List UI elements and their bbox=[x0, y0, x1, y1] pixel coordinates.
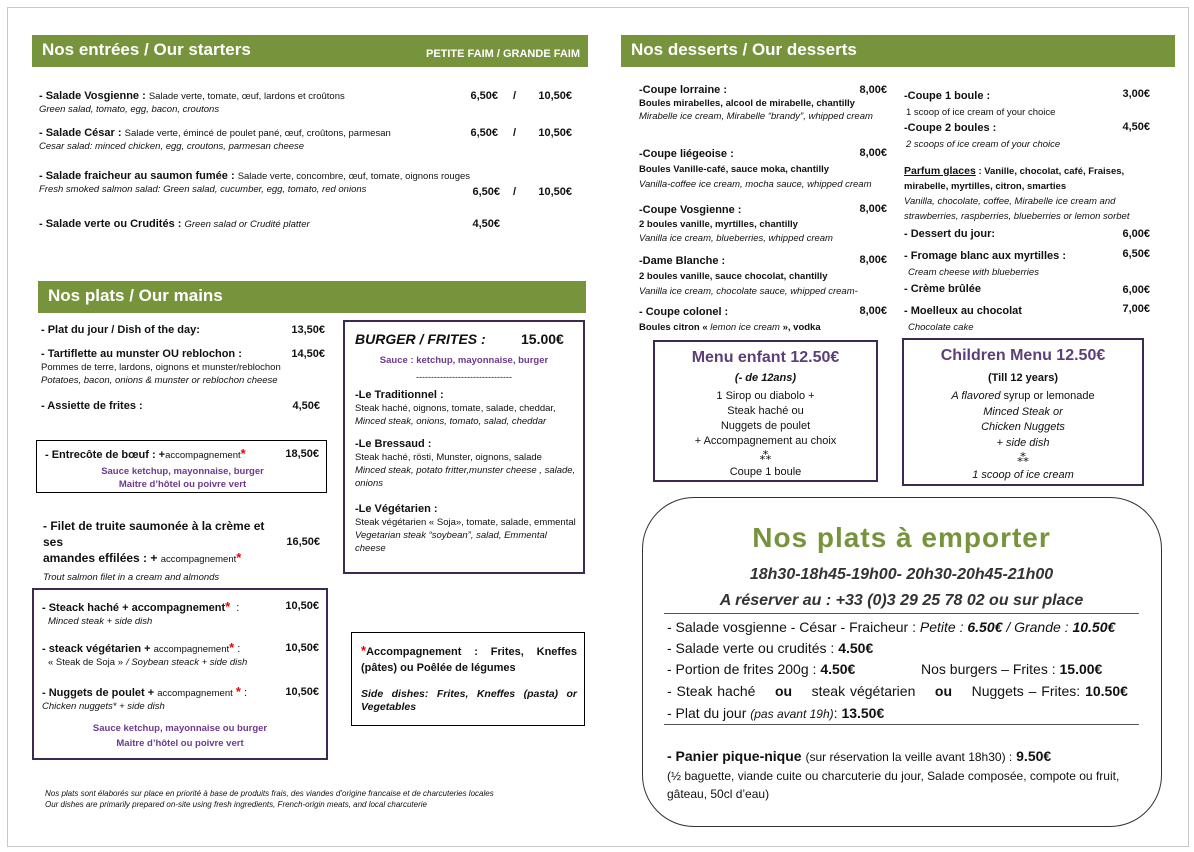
dessert-coupe-boules: -Coupe 2 boules : 2 scoops of ice cream of your choice bbox=[904, 122, 1061, 150]
burger-price: 15.00€ bbox=[521, 331, 564, 347]
dessert-price: 8,00€ bbox=[859, 254, 887, 266]
price-separator: / bbox=[512, 127, 516, 139]
dessert-price: 3,00€ bbox=[1122, 88, 1150, 100]
creme-brulee: - Crème brûlée bbox=[904, 283, 982, 295]
entrecote-sauce: Sauce ketchup, mayonnaise, burger bbox=[101, 466, 264, 477]
tartiflette-price: 14,50€ bbox=[291, 348, 325, 360]
starter-item: - Salade verte ou Crudités : Green salad or Crudité platter bbox=[39, 218, 310, 230]
starters-title: Nos entrées / Our starters bbox=[42, 40, 251, 59]
entrecote-box bbox=[36, 440, 327, 493]
takeaway-reserve: A réserver au : +33 (0)3 29 25 78 02 ou sur place bbox=[719, 592, 1084, 609]
starter-price-grande: 10,50€ bbox=[538, 127, 572, 139]
dessert-price: 4,50€ bbox=[1122, 121, 1150, 133]
takeaway-salades: - Salade vosgienne - César - Fraicheur : Petite : 6.50€ / Grande : 10.50€ bbox=[667, 619, 1116, 635]
takeaway-burgers: Nos burgers – Frites : 15.00€ bbox=[921, 661, 1103, 677]
children-menu-title: Children Menu 12.50€ bbox=[940, 347, 1106, 364]
starter-item: - Salade César : Salade verte, émincé de poulet pané, œuf, croûtons, parmesan Cesar salad: minced chicken, egg, croutons, parmesan cheese bbox=[39, 127, 391, 152]
menu-enfant-box bbox=[653, 340, 878, 482]
accompagnement-box bbox=[351, 632, 585, 726]
assiette-frites-price: 4,50€ bbox=[292, 400, 320, 412]
divider bbox=[664, 613, 1139, 614]
dessert-price: 8,00€ bbox=[859, 203, 887, 215]
children-menu-lines: A flavored syrup or lemonade Minced Steak or Chicken Nuggets + side dish ⁂ 1 scoop of ice cream bbox=[951, 390, 1095, 481]
burger-vegetarien: -Le Végétarien : Steak végétarien « Soja», tomate, salade, emmental Vegetarian steak “soybean”, salad, Emmental cheese bbox=[355, 503, 576, 554]
mains-title: Nos plats / Our mains bbox=[48, 286, 223, 305]
desserts-title: Nos desserts / Our desserts bbox=[631, 40, 857, 59]
takeaway-crudites: - Salade verte ou crudités : 4.50€ bbox=[667, 640, 874, 656]
burger-box bbox=[343, 320, 585, 574]
dessert-price: 6,00€ bbox=[1122, 284, 1150, 296]
steak-box bbox=[32, 588, 328, 760]
starter-price-petite: 6,50€ bbox=[470, 127, 498, 139]
entrecote-price: 18,50€ bbox=[285, 448, 319, 460]
dessert-item: -Dame Blanche : 2 boules vanille, sauce chocolat, chantilly Vanilla ice cream, chocolate sauce, whipped cream- bbox=[639, 255, 858, 297]
burger-bressaud: -Le Bressaud : Steak haché, rösti, Munster, oignons, salade Minced steak, potato fritter,munster cheese , salade, onions bbox=[355, 438, 576, 489]
starter-item: - Salade fraicheur au saumon fumée : Salade verte, concombre, œuf, tomate, oignons rouges Fresh smoked salmon salad: Green salad, cucumber, egg, tomato, red onions bbox=[39, 170, 471, 195]
footer-note: Nos plats sont élaborés sur place en priorité à base de produits frais, des viandes d’origine francaise et de charcuteries locales Our dishes are primarily prepared on-site using fresh ingredients, French-origin meats, and local charcuterie bbox=[45, 789, 494, 809]
fromage-blanc: - Fromage blanc aux myrtilles : Cream cheese with blueberries bbox=[904, 250, 1066, 278]
starters-header bbox=[32, 35, 588, 67]
takeaway-panel bbox=[642, 497, 1162, 827]
dessert-du-jour: - Dessert du jour: bbox=[904, 228, 996, 240]
dessert-coupe-boule: -Coupe 1 boule : 1 scoop of ice cream of your choice bbox=[904, 90, 1056, 118]
starter-price: 4,50€ bbox=[472, 218, 500, 230]
dessert-price: 8,00€ bbox=[859, 305, 887, 317]
divider: -------------------------------- bbox=[416, 372, 512, 382]
takeaway-panier: - Panier pique-nique (sur réservation la veille avant 18h30) : 9.50€ bbox=[667, 748, 1052, 764]
mains-header bbox=[38, 281, 586, 313]
starter-price-petite: 6,50€ bbox=[472, 186, 500, 198]
dessert-item: -Coupe Vosgienne : 2 boules vanille, myrtilles, chantilly Vanilla ice cream, blueberries, whipped cream bbox=[639, 204, 833, 244]
takeaway-title: Nos plats à emporter bbox=[752, 522, 1051, 553]
takeaway-times: 18h30-18h45-19h00- 20h30-20h45-21h00 bbox=[749, 566, 1054, 583]
steak-box-sauce: Sauce ketchup, mayonnaise ou burger bbox=[92, 723, 268, 734]
dessert-item: -Coupe lorraine : Boules mirabelles, alcool de mirabelle, chantilly Mirabelle ice cream, Mirabelle “brandy”, whipped cream bbox=[639, 84, 873, 122]
filet-truite-price: 16,50€ bbox=[286, 536, 320, 548]
menu-enfant-title: Menu enfant 12.50€ bbox=[691, 349, 840, 366]
plat-du-jour: - Plat du jour / Dish of the day: bbox=[41, 324, 200, 336]
menu-enfant-age: (- de 12ans) bbox=[734, 372, 797, 384]
dessert-price: 8,00€ bbox=[859, 84, 887, 96]
price-separator: / bbox=[512, 90, 516, 102]
nuggets: - Nuggets de poulet + accompagnement * : Chicken nuggets* + side dish bbox=[42, 684, 247, 712]
children-menu-box bbox=[902, 338, 1144, 486]
dessert-price: 8,00€ bbox=[859, 147, 887, 159]
entrecote-sauce-alt: Maitre d’hôtel ou poivre vert bbox=[118, 479, 247, 490]
plat-du-jour-price: 13,50€ bbox=[291, 324, 325, 336]
dessert-price: 7,00€ bbox=[1122, 303, 1150, 315]
menu-enfant-lines: 1 Sirop ou diabolo + Steak haché ou Nuggets de poulet + Accompagnement au choix ⁂ Coupe 1 boule bbox=[694, 390, 837, 478]
dessert-item: - Coupe colonel : Boules citron « lemon ice cream », vodka bbox=[639, 306, 821, 333]
price-separator: / bbox=[512, 186, 516, 198]
parfums-glaces: Parfum glaces : Vanille, chocolat, café, Fraises, mirabelle, myrtilles, citron, smarties Vanilla, chocolate, coffee, Mirabelle ice cream and strawberries, raspberries, blueberries or lemon sorbet bbox=[904, 165, 1130, 222]
dessert-price: 6,00€ bbox=[1122, 228, 1150, 240]
burger-traditionnel: -Le Traditionnel : Steak haché, oignons, tomate, salade, cheddar, Minced steak, onions, tomato, salad, cheddar bbox=[355, 389, 556, 427]
takeaway-frites: - Portion de frites 200g : 4.50€ bbox=[667, 661, 856, 677]
takeaway-panier-desc: (½ baguette, viande cuite ou charcuterie du jour, Salade composée, compote ou fruit, gâteau, 50cl d’eau) bbox=[667, 769, 1120, 801]
size-labels: PETITE FAIM / GRANDE FAIM bbox=[425, 48, 580, 60]
accompagnement-fr: *Accompagnement : Frites, Kneffes (pâtes) ou Poêlée de légumes bbox=[361, 643, 577, 674]
starter-item: - Salade Vosgienne : Salade verte, tomate, œuf, lardons et croûtons Green salad, tomato, egg, bacon, croutons bbox=[39, 90, 345, 115]
takeaway-plat-jour: - Plat du jour (pas avant 19h): 13.50€ bbox=[667, 705, 885, 721]
entrecote: - Entrecôte de bœuf : +accompagnement* bbox=[45, 446, 246, 461]
assiette-frites: - Assiette de frites : bbox=[41, 400, 143, 412]
burger-sauce: Sauce : ketchup, mayonnaise, burger bbox=[379, 355, 549, 366]
decorative-flourish-icon: ⁂ bbox=[1017, 451, 1029, 465]
takeaway-steak: - Steak haché ou steak végétarien ou Nuggets – Frites: 10.50€ bbox=[667, 683, 1128, 699]
starter-price-petite: 6,50€ bbox=[470, 90, 498, 102]
burger-title: BURGER / FRITES : bbox=[355, 331, 486, 347]
moelleux-chocolat: - Moelleux au chocolat Chocolate cake bbox=[904, 305, 1022, 333]
steack-vegetarien: - steack végétarien + accompagnement* : « Steak de Soja » / Soybean steack + side dish bbox=[42, 640, 248, 668]
dessert-price: 6,50€ bbox=[1122, 248, 1150, 260]
steack-price: 10,50€ bbox=[285, 600, 319, 612]
steak-box-sauce-alt: Maitre d’hôtel ou poivre vert bbox=[116, 738, 244, 749]
starter-price-grande: 10,50€ bbox=[538, 90, 572, 102]
children-menu-age: (Till 12 years) bbox=[987, 372, 1059, 384]
starter-price-grande: 10,50€ bbox=[538, 186, 572, 198]
desserts-header bbox=[621, 35, 1175, 67]
tartiflette: - Tartiflette au munster OU reblochon : Pommes de terre, lardons, oignons et munster/reblochon Potatoes, bacon, onions & munster or reblochon cheese bbox=[41, 348, 281, 386]
steack-hache: - Steack haché + accompagnement* : Minced steak + side dish bbox=[42, 599, 240, 627]
divider bbox=[664, 724, 1139, 725]
accompagnement-en: Side dishes: Frites, Kneffes (pasta) or Vegetables bbox=[361, 688, 577, 713]
dessert-item: -Coupe liégeoise : Boules Vanille-café, sauce moka, chantilly Vanilla-coffee ice cream, mocha sauce, whipped cream bbox=[639, 148, 872, 190]
decorative-flourish-icon: ⁂ bbox=[759, 449, 772, 463]
filet-truite: - Filet de truite saumonée à la crème et ses amandes effilées : + accompagnement* Trout salmon filet in a cream and almonds bbox=[43, 519, 265, 583]
vege-price: 10,50€ bbox=[285, 642, 319, 654]
nuggets-price: 10,50€ bbox=[285, 686, 319, 698]
